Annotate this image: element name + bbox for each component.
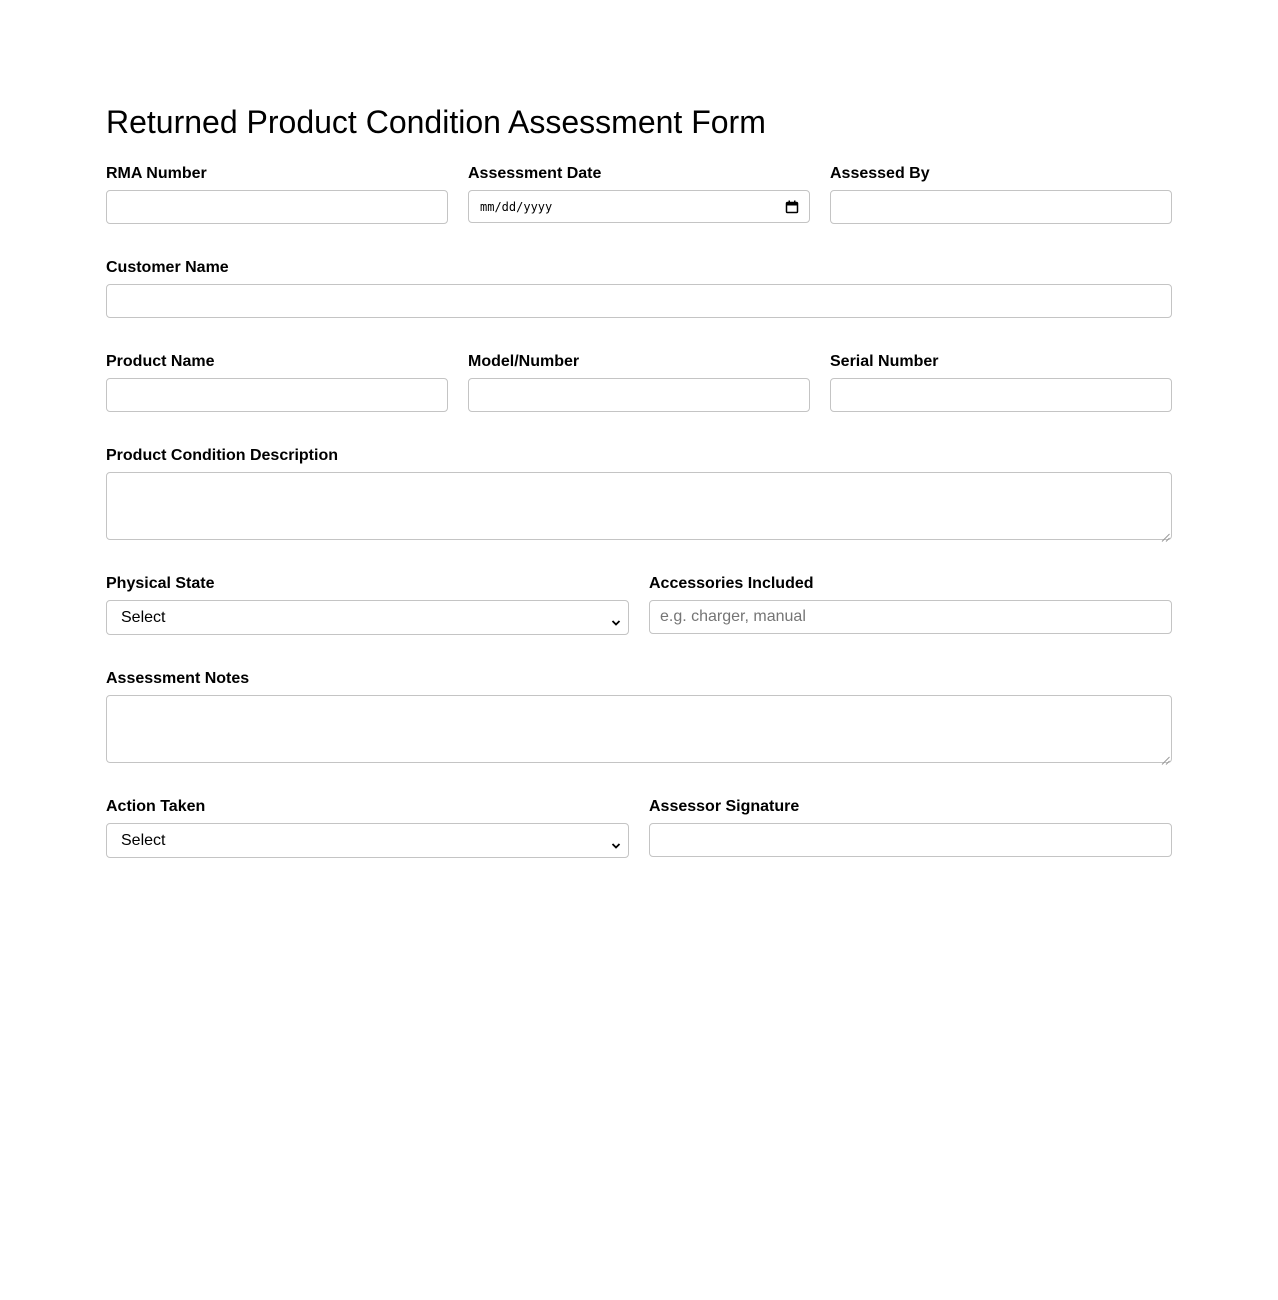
condition-description-group (106, 446, 1172, 540)
action-taken-label: Action Taken (106, 798, 206, 815)
serial-number-label: Serial Number (830, 353, 939, 370)
form-row-state (106, 574, 1172, 635)
rma-number-group (106, 164, 448, 224)
condition-description-label: Product Condition Description (106, 447, 338, 464)
form-row-condition (106, 446, 1172, 540)
assessment-notes-textarea[interactable] (106, 695, 1172, 763)
product-name-label: Product Name (106, 353, 215, 370)
physical-state-group (106, 574, 629, 635)
assessment-notes-group (106, 669, 1172, 763)
resize-handle-icon[interactable] (1161, 752, 1170, 761)
action-taken-group (106, 797, 629, 858)
customer-name-label: Customer Name (106, 259, 229, 276)
assessment-notes-label: Assessment Notes (106, 670, 250, 687)
customer-name-input[interactable] (106, 284, 1172, 318)
assessor-signature-label: Assessor Signature (649, 798, 800, 815)
calendar-icon[interactable] (785, 200, 799, 214)
assessed-by-group (830, 164, 1172, 224)
assessment-form (106, 100, 1172, 858)
accessories-included-label: Accessories Included (649, 575, 814, 592)
assessor-signature-group (649, 797, 1172, 858)
chevron-down-icon (611, 837, 621, 845)
assessment-date-input[interactable] (468, 190, 810, 223)
physical-state-selected: Select (121, 608, 166, 626)
assessed-by-label: Assessed By (830, 165, 930, 182)
model-number-input[interactable] (468, 378, 810, 412)
form-row-rma (106, 164, 1172, 224)
action-taken-selected: Select (121, 831, 166, 849)
rma-number-input[interactable] (106, 190, 448, 224)
form-row-action (106, 797, 1172, 858)
page-title: Returned Product Condition Assessment Form (106, 104, 766, 140)
form-row-customer (106, 258, 1172, 318)
chevron-down-icon (611, 614, 621, 622)
assessment-date-group (468, 164, 810, 224)
customer-name-group (106, 258, 1172, 318)
assessed-by-input[interactable] (830, 190, 1172, 224)
physical-state-label: Physical State (106, 575, 215, 592)
serial-number-group (830, 352, 1172, 412)
accessories-included-input[interactable] (649, 600, 1172, 634)
assessor-signature-input[interactable] (649, 823, 1172, 857)
model-number-group (468, 352, 810, 412)
condition-description-textarea[interactable] (106, 472, 1172, 540)
model-number-label: Model/Number (468, 353, 580, 370)
action-taken-select[interactable] (106, 823, 629, 858)
rma-number-label: RMA Number (106, 165, 207, 182)
physical-state-select[interactable] (106, 600, 629, 635)
serial-number-input[interactable] (830, 378, 1172, 412)
date-placeholder: mm/dd/yyyy (480, 199, 553, 214)
resize-handle-icon[interactable] (1161, 529, 1170, 538)
product-name-group (106, 352, 448, 412)
assessment-date-label: Assessment Date (468, 165, 602, 182)
form-row-notes (106, 669, 1172, 763)
product-name-input[interactable] (106, 378, 448, 412)
accessories-included-group (649, 574, 1172, 635)
form-row-product (106, 352, 1172, 412)
